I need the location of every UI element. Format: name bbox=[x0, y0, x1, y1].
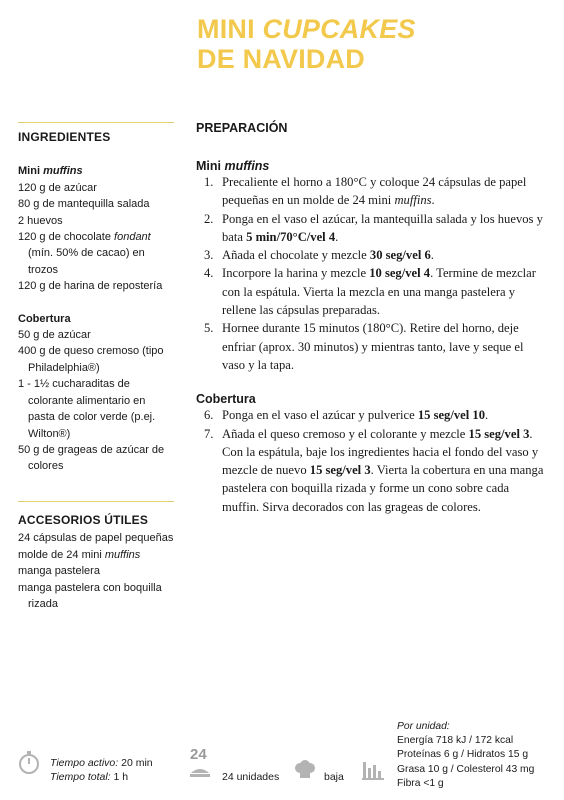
title-line1-italic: CUPCAKES bbox=[262, 14, 416, 44]
ingredient-item: 2 huevos bbox=[18, 214, 63, 227]
step-item bbox=[196, 406, 548, 424]
accessory-item: manga pastelera con boquilla rizada bbox=[18, 581, 162, 611]
step-text: Precaliente el horno a 180°C y coloque 24 cápsulas de papel pequeñas en un molde de 24 mini bbox=[222, 175, 527, 208]
step-number: 4. bbox=[204, 266, 214, 281]
servings-text: 24 unidades bbox=[222, 771, 280, 783]
accessory-item: manga pastelera bbox=[18, 565, 100, 578]
active-time-value: 20 min bbox=[118, 757, 153, 769]
ingredient-item: 1 - 1½ cucharaditas de colorante alimentario en pasta de color verde (p.ej. Wilton®) bbox=[18, 378, 156, 440]
servings-icon bbox=[190, 766, 210, 778]
step-text: Ponga en el vaso el azúcar y pulverice bbox=[222, 408, 418, 423]
step-item bbox=[196, 246, 548, 264]
ingredients-heading: INGREDIENTES bbox=[18, 130, 111, 144]
step-text: . bbox=[431, 193, 435, 208]
total-time-label: Tiempo total: bbox=[50, 771, 111, 783]
ingredient-item: 80 g de mantequilla salada bbox=[18, 198, 150, 211]
group-title-italic: muffins bbox=[43, 165, 83, 178]
steps-list-muffins bbox=[196, 173, 548, 374]
nutrition-line: Grasa 10 g / Colesterol 43 mg bbox=[397, 763, 535, 775]
servings-number: 24 bbox=[190, 746, 207, 763]
ingredients-list-muffins bbox=[18, 180, 174, 295]
timer-icon bbox=[18, 750, 40, 774]
ingredient-item: 50 g de grageas de azúcar de colores bbox=[18, 443, 165, 473]
step-text: 5 min/70°C/vel 4 bbox=[246, 229, 336, 244]
step-text: . bbox=[335, 229, 339, 244]
difficulty-text: baja bbox=[324, 771, 344, 783]
step-text: . Vierta la cobertura en una manga pastelera con boquilla rizada y forme un cono sobre cada muffin. Sirva decorados con las grageas de colores. bbox=[222, 463, 544, 514]
ingredients-rule bbox=[18, 122, 174, 123]
accessory-item: molde de 24 mini muffins bbox=[18, 548, 141, 561]
ingredients-list-cobertura bbox=[18, 327, 174, 475]
nutrition-info bbox=[397, 720, 534, 791]
steps-list-cobertura bbox=[196, 406, 548, 516]
time-info bbox=[50, 756, 153, 784]
nutrition-line: Proteínas 6 g / Hidratos 15 g bbox=[397, 749, 529, 761]
nutrition-line: Energía 718 kJ / 172 kcal bbox=[397, 735, 514, 747]
preparation-subheading: Mini muffins bbox=[196, 159, 270, 173]
preparation-section bbox=[196, 121, 548, 516]
step-number: 5. bbox=[204, 321, 214, 336]
step-text: Añada el chocolate y mezcle bbox=[222, 248, 370, 263]
active-time-label: Tiempo activo: bbox=[50, 757, 119, 769]
title-line1-pre: MINI bbox=[197, 14, 263, 44]
group-title-pre: Mini bbox=[18, 165, 44, 178]
step-number: 6. bbox=[204, 408, 214, 423]
step-text: 15 seg/vel 3 bbox=[309, 463, 371, 478]
total-time-value: 1 h bbox=[110, 771, 129, 783]
step-text: Añada el queso cremoso y el colorante y mezcle bbox=[222, 426, 469, 441]
accessory-item: 24 cápsulas de papel pequeñas bbox=[18, 532, 174, 545]
step-text: . Termine de mezclar con la espátula. Vierta la mezcla en una manga pastelera y rellene las cápsulas preparadas. bbox=[222, 266, 536, 318]
step-item bbox=[196, 319, 548, 374]
step-text: 15 seg/vel 10 bbox=[417, 408, 485, 423]
step-text: Ponga en el vaso el azúcar, la mantequilla salada y los huevos y bata bbox=[222, 211, 543, 244]
step-text: Incorpore la harina y mezcle bbox=[222, 266, 370, 281]
ingredient-item: 120 g de harina de repostería bbox=[18, 280, 163, 293]
step-text: 30 seg/vel 6 bbox=[369, 248, 431, 263]
step-text: muffins bbox=[394, 193, 432, 208]
chef-hat-icon bbox=[294, 760, 316, 780]
accessories-rule bbox=[18, 501, 174, 502]
step-text: . Con la espátula, baje los ingredientes hacia el fondo del vaso y mezcle de nuevo bbox=[222, 426, 539, 478]
step-text: Hornee durante 15 minutos (180°C). Retire del horno, deje enfriar (aprox. 30 minutos) y mientras tanto, lave y seque el vaso y la tapa. bbox=[222, 321, 524, 372]
step-text: . bbox=[485, 408, 489, 423]
preparation-subheading: Cobertura bbox=[196, 392, 256, 407]
ingredient-item: 50 g de azúcar bbox=[18, 329, 91, 342]
group-title-pre: Cobertura bbox=[18, 312, 71, 325]
accessories-heading: ACCESORIOS ÚTILES bbox=[18, 513, 149, 527]
step-text: 15 seg/vel 3 bbox=[468, 426, 530, 441]
title-line2: DE NAVIDAD bbox=[197, 44, 366, 74]
recipe-title bbox=[197, 14, 416, 74]
recipe-footer bbox=[0, 720, 564, 800]
step-number: 2. bbox=[204, 211, 214, 226]
accessories-section bbox=[18, 501, 174, 612]
ingredient-item: 120 g de chocolate fondant (mín. 50% de cacao) en trozos bbox=[18, 231, 151, 276]
bar-chart-icon bbox=[362, 760, 384, 780]
step-item bbox=[196, 173, 548, 210]
accessories-list bbox=[18, 530, 174, 612]
step-item bbox=[196, 264, 548, 319]
step-item bbox=[196, 425, 548, 516]
nutrition-label: Por unidad: bbox=[397, 721, 450, 732]
ingredients-group-title bbox=[18, 311, 174, 327]
step-number: 7. bbox=[204, 426, 214, 441]
ingredients-section bbox=[18, 122, 174, 475]
ingredient-item: 120 g de azúcar bbox=[18, 181, 97, 194]
step-text: 10 seg/vel 4 bbox=[369, 266, 431, 281]
step-item bbox=[196, 210, 548, 247]
ingredient-item: 400 g de queso cremoso (tipo Philadelphia®) bbox=[18, 345, 164, 374]
step-text: . bbox=[430, 248, 434, 263]
step-number: 1. bbox=[204, 175, 214, 189]
preparation-heading: PREPARACIÓN bbox=[196, 121, 288, 135]
step-number: 3. bbox=[204, 248, 214, 263]
ingredients-group-title bbox=[18, 163, 174, 179]
nutrition-line: Fibra <1 g bbox=[397, 777, 444, 789]
